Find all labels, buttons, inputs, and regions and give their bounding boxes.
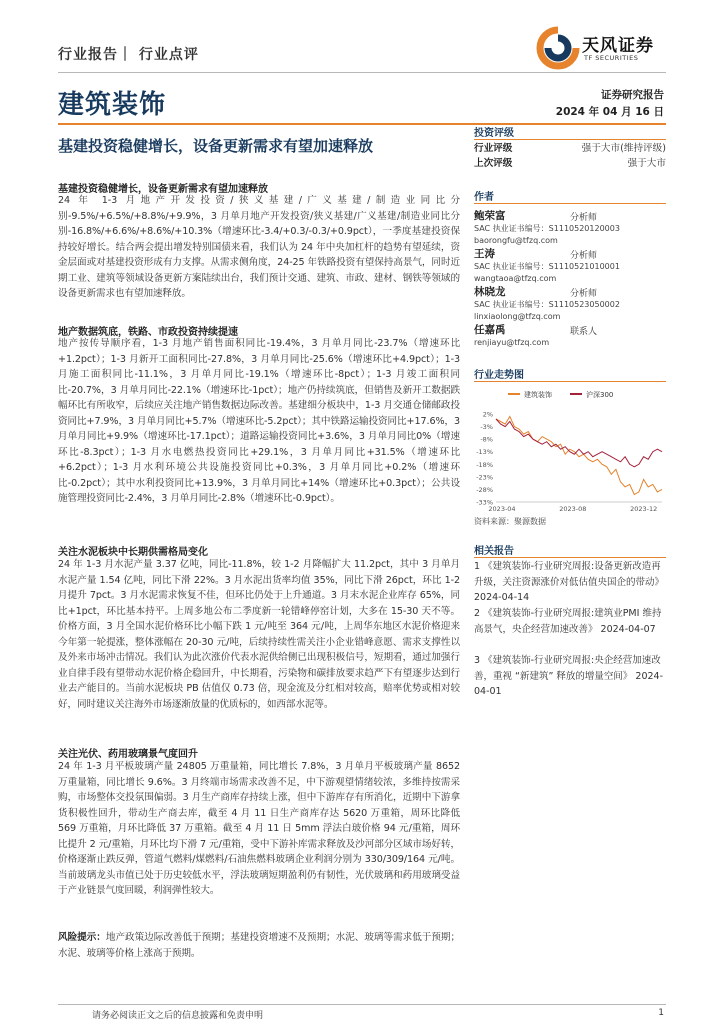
y-tick-label: -8% [480, 435, 493, 444]
rating-value: 强于大市(维持评级) [581, 143, 666, 154]
rating-label: 行业评级 [474, 143, 513, 154]
section-heading: 地产数据筑底，铁路、市政投资持续提速 [58, 327, 238, 338]
author-license: SAC 执业证书编号：S1110521010001 [474, 262, 620, 271]
risk-warning [58, 930, 460, 961]
trend-chart [474, 384, 666, 514]
authors-divider [474, 203, 666, 204]
section-body: 24 年 1-3 月平板玻璃产量 24805 万重量箱，同比增长 7.8%，3 月单月平板玻璃产量 8652 万重量箱，同比增长 9.6%。3 月终端市场需求改善不足，中下游观望情绪较浓，多维持按需采购，市场整体交投氛围偏弱。3 月生产商库存持续上涨，但中下游库存有所消化，近期中下游拿货积极性回升，带动生产商去库，截至 4 月 11 日生产商库存达 5620 万重箱，周环比降低 569 万重箱，月环比降低 37 万重箱。截至 4 月 11 日 5mm 浮法白玻价格 94 元/重箱，周环比提升 2 元/重箱，月环比均下滑 7 元/重箱，受中下游补库需求释放及沙河部分区域市场好转，价格逐渐止跌反弹，管道气燃料/煤燃料/石油焦燃料玻璃企业利润分别为 330/309/164 元/吨。当前玻璃龙头市值已处于历史较低水平，浮法玻璃短期盈利仍有韧性，光伏玻璃和药用玻璃受益于产业链景气度回暖，利润弹性较大。 [58, 761, 460, 896]
risk-label: 风险提示： [58, 932, 106, 943]
rating-row [474, 141, 666, 157]
brand-logo [536, 26, 666, 70]
x-tick-label: 2023-04 [488, 505, 516, 513]
section-heading: 关注水泥板块中长期供需格局变化 [58, 547, 208, 558]
report-kind: 证券研究报告 [601, 89, 664, 101]
author-email[interactable]: renjiayu@tfzq.com [474, 338, 550, 347]
footer-disclaimer: 请务必阅读正文之后的信息披露和免责申明 [92, 1011, 264, 1021]
related-heading: 相关报告 [474, 546, 514, 557]
author-entry [474, 322, 666, 349]
y-tick-label: -3% [480, 423, 493, 432]
trend-divider [474, 381, 666, 382]
rating-heading: 投资评级 [474, 128, 514, 139]
related-report-link[interactable]: 2 《建筑装饰-行业研究周报:建筑业PMI 维持高景气，央企经营加速改善》 2024-04-07 [474, 608, 662, 635]
rating-row [474, 156, 666, 172]
author-entry [474, 284, 666, 323]
author-role: 分析师 [570, 213, 598, 223]
author-email[interactable]: wangtaoa@tfzq.com [474, 274, 557, 283]
author-role: 分析师 [570, 251, 598, 261]
footer-divider [58, 1004, 666, 1005]
series-line [496, 417, 662, 495]
risk-text: 地产政策边际改善低于预期；基建投资增速不及预期；水泥、玻璃等需求低于预期；水泥、玻璃等价格上涨高于预期。 [58, 932, 460, 959]
authors-heading: 作者 [474, 192, 494, 203]
y-tick-label: -23% [476, 473, 493, 482]
author-name: 任嘉禹 [474, 324, 506, 336]
tf-logo-icon [536, 26, 580, 70]
legend-label: 沪深300 [586, 391, 614, 399]
y-tick-label: -13% [476, 448, 493, 457]
rating-value: 强于大市 [627, 158, 666, 169]
header-divider [58, 72, 666, 73]
author-license: SAC 执业证书编号：S1110523050002 [474, 300, 620, 309]
related-report-link[interactable]: 3 《建筑装饰-行业研究周报:央企经营加速改善，重视 “新建筑” 释放的增量空间》 2024-04-01 [474, 655, 664, 697]
section-body: 24 年 1-3 月水泥产量 3.37 亿吨，同比-11.8%，较 1-2 月降幅扩大 11.2pct，其中 3 月单月水泥产量 1.54 亿吨，同比下滑 22%。3 月水泥出货率均值 35%，同比下滑 26pct，环比 1-2 月提升 7pct。3 月水泥需求恢复不佳，但环比仍处于上升通道。3 月末水泥企业库存 65%，同比+1pct，环比基本持平。上周多地公布二季度新一轮错峰停窑计划，大多在 15-30 天不等。价格方面，3 月全国水泥价格环比小幅下跌 1 元/吨至 364 元/吨，上周华东地区水泥价格迎来今年第一轮提涨，整体涨幅在 20-30 元/吨，后续持续性需关注小企业错峰意愿、需求支撑性以及外来市场冲击情况。我们认为此次涨价代表水泥供给侧已出现积极信号，短期看，通过加强行业自律手段有望带动水泥价格企稳回升，中长期看，污染物和碳排放要求趋严下有望逐步达到行业去产能目的。当前水泥板块 PB 估值仅 0.73 倍，现金流及分红相对较高，赔率优势或相对较好，同时建议关注海外市场逐渐放量的优质标的，如西部水泥等。 [58, 559, 460, 710]
report-type-label: 行业报告｜ 行业点评 [58, 47, 199, 63]
y-tick-label: -18% [476, 460, 493, 469]
main-title: 基建投资稳健增长，设备更新需求有望加速释放 [58, 137, 374, 155]
report-date: 2024 年 04 月 16 日 [555, 106, 664, 118]
author-name: 林晓龙 [474, 286, 506, 298]
author-entry [474, 246, 666, 285]
author-role: 分析师 [570, 289, 598, 299]
x-tick-label: 2023-12 [630, 505, 658, 513]
author-email[interactable]: linxiaolong@tfzq.com [474, 312, 561, 321]
author-license: SAC 执业证书编号：S1110520120003 [474, 224, 620, 233]
trend-source: 资料来源：聚源数据 [474, 517, 546, 526]
author-email[interactable]: baorongfu@tfzq.com [474, 236, 558, 245]
series-line [496, 419, 662, 467]
x-tick-label: 2023-08 [559, 505, 587, 513]
sector-title: 建筑装饰 [58, 90, 167, 120]
page-number: 1 [658, 1008, 664, 1018]
rating-divider [474, 139, 666, 140]
y-tick-label: -33% [476, 498, 493, 507]
rating-label: 上次评级 [474, 158, 513, 169]
section-body: 地产按传导顺序看，1-3 月地产销售面积同比-19.4%，3 月单月同比-23.7%（增速环比+1.2pct）；1-3 月新开工面积同比-27.8%，3 月单月同比-25.6%（增速环比+4.9pct）；1-3 月施工面积同比-11.1%，3 月单月同比-19.1%（增速环比-8pct）；1-3 月竣工面积同比-20.7%，3 月单月同比-22.1%（增速环比-1pct）；地产仍持续筑底，但销售及新开工数据跌幅环比有所收窄，后续应关注地产销售数据边际改善。基建细分板块中，1-3 月交通仓储邮政投资同比+7.9%，3 月单月同比+5.7%（增速环比-5.2pct）；其中铁路运输投资同比+17.6%，3 月单月同比+9.9%（增速环比-17.1pct）；道路运输投资同比+3.6%，3 月单月同比0%（增速环比-8.3pct）；1-3 月水电燃热投资同比+29.1%，3 月单月同比+31.5%（增速环比+6.2pct）；1-3 月水利环境公共设施投资同比+0.3%，3 月单月同比+0.2%（增速环比-0.2pct）；其中水利投资同比+13.9%，3 月单月同比+14%（增速环比+0.3pct）；公共设施管理投资同比-2.4%，3 月单月同比-2.8%（增速环比-0.9pct）。 [58, 338, 460, 504]
y-tick-label: -28% [476, 485, 493, 494]
title-divider [58, 123, 666, 125]
author-entry [474, 208, 666, 247]
author-role: 联系人 [570, 327, 598, 337]
brand-name: 天风证券 [582, 36, 654, 56]
brand-english: TF SECURITIES [584, 54, 639, 62]
section-heading: 关注光伏、药用玻璃景气度回升 [58, 749, 198, 760]
related-report-link[interactable]: 1 《建筑装饰-行业研究周报:设备更新改造再升级，关注资源涨价对低估值央国企的带动》 2024-04-14 [474, 561, 665, 603]
trend-heading: 行业走势图 [474, 370, 524, 381]
legend-label: 建筑装饰 [524, 391, 552, 399]
related-divider [474, 557, 666, 558]
section-heading: 基建投资稳健增长，设备更新需求有望加速释放 [58, 184, 268, 195]
y-tick-label: 2% [482, 410, 493, 419]
author-name: 鲍荣富 [474, 210, 506, 222]
author-name: 王涛 [474, 248, 495, 260]
section-body: 24 年 1-3 月地产开发投资/狭义基建/广义基建/制造业同比分别-9.5%/+6.5%/+8.8%/+9.9%，3 月单月地产开发投资/狭义基建/广义基建/制造业同比分别-16.8%/+6.6%/+8.6%/+10.3%（增速环比-3.4/+0.3/-0.3/+0.9pct），一季度基建投资保持较好增长。结合两会提出增发特别国债来看，我们认为 24 年中央加杠杆的趋势有望延续，资金层面或对基建投资形成有力支撑。从需求侧角度，24-25 年铁路投资有望保持高景气，同时近期工业、建筑等领域设备更新方案陆续出台，我们预计交通、建筑、市政、建材、钢铁等领域的设备更新需求也有望加速释放。 [58, 195, 460, 299]
